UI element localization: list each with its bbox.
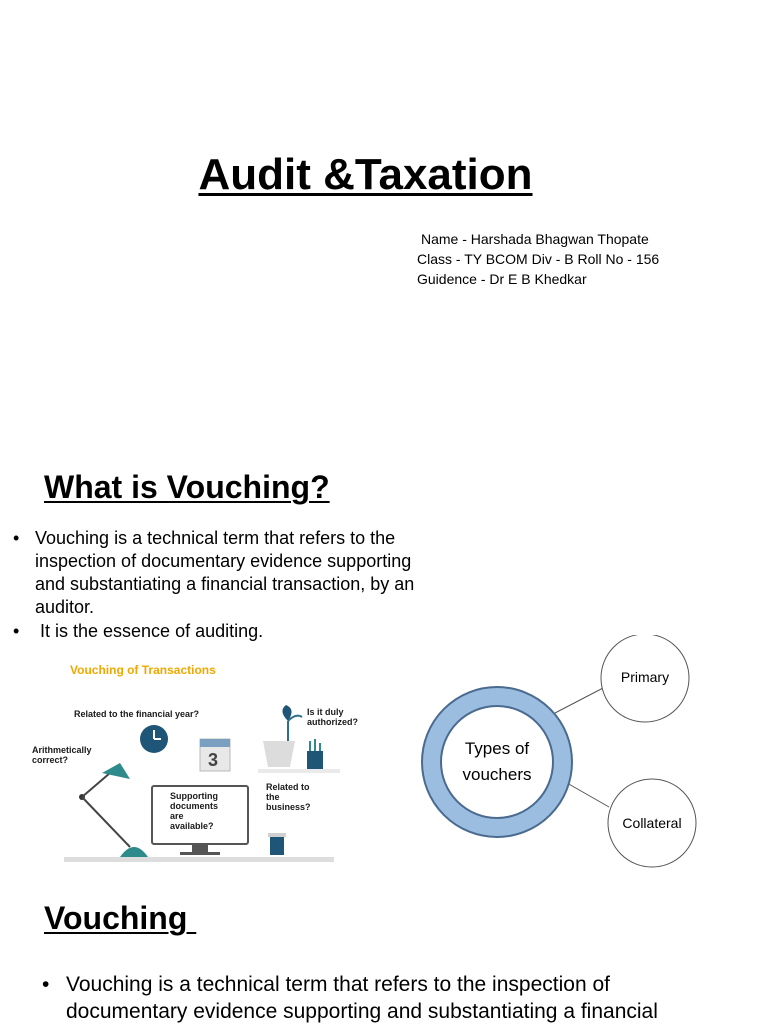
question-docs-line-3: are [170,811,184,821]
question-docs-line-4: available? [170,821,214,831]
question-authorized [307,707,358,727]
bullet-dot: • [13,621,20,641]
calendar-day: 3 [208,750,219,770]
question-arithmetic [32,745,92,765]
bullet-1-line-1: Vouching is a technical term that refers to the [35,528,396,548]
question-arithmetic-line-1: Arithmetically [32,745,92,755]
question-docs-line-1: Supporting [170,791,218,801]
plant-icon [263,705,302,767]
bullet-1-line-4: auditor. [35,597,95,617]
bullet-1-line-2: inspection of documentary evidence supporting [35,551,412,571]
question-business-line-2: the [266,792,280,802]
question-docs-line-2: documents [170,801,219,811]
illustration-title: Vouching of Transactions [70,663,216,677]
section-heading-what-is-vouching: What is Vouching? [44,469,330,505]
question-authorized-line-2: authorized? [307,717,358,727]
question-business [266,782,311,812]
slide3-bullet-line-1: Vouching is a technical term that refers to the inspection of [66,973,610,996]
question-arithmetic-line-2: correct? [32,755,69,765]
center-label-line-1: Types of [464,739,530,758]
desk-lamp-icon [79,763,148,857]
bullet-item-1 [13,527,453,619]
question-financial-year: Related to the financial year? [74,709,200,719]
connector-collateral [567,783,609,807]
center-label-line-2: vouchers [462,765,532,784]
coffee-cup-icon [268,833,286,855]
question-business-line-3: business? [266,802,311,812]
class-line: Class - TY BCOM Div - B Roll No - 156 [417,251,660,267]
slide3-bullet [42,971,762,1025]
vouching-illustration [30,655,358,865]
name-line: Name - Harshada Bhagwan Thopate [421,231,649,247]
bullet-dot: • [42,973,50,996]
bullet-1-line-3: and substantiating a financial transaction, by an [35,574,415,594]
shelf [258,769,340,773]
slide3-bullet-line-2: documentary evidence supporting and substantiating a financial [66,1000,658,1023]
bullet-2-text: It is the essence of auditing. [40,621,264,641]
guidance-line: Guidence - Dr E B Khedkar [417,271,587,287]
clock-icon [140,725,168,753]
connector-primary [555,687,605,713]
types-of-vouchers-diagram [405,635,705,870]
bullet-dot: • [13,528,20,548]
question-supporting-documents [170,791,218,831]
primary-label: Primary [620,669,670,685]
diagram-center-label [441,736,553,788]
question-authorized-line-1: Is it duly [307,707,344,717]
question-business-line-1: Related to [266,782,310,792]
pencil-cup-icon [307,739,323,769]
collateral-label: Collateral [622,815,682,831]
desk [64,857,334,862]
page-title: Audit &Taxation [198,150,533,199]
section-heading-vouching: Vouching [44,900,197,936]
bullet-item-2 [13,620,453,643]
